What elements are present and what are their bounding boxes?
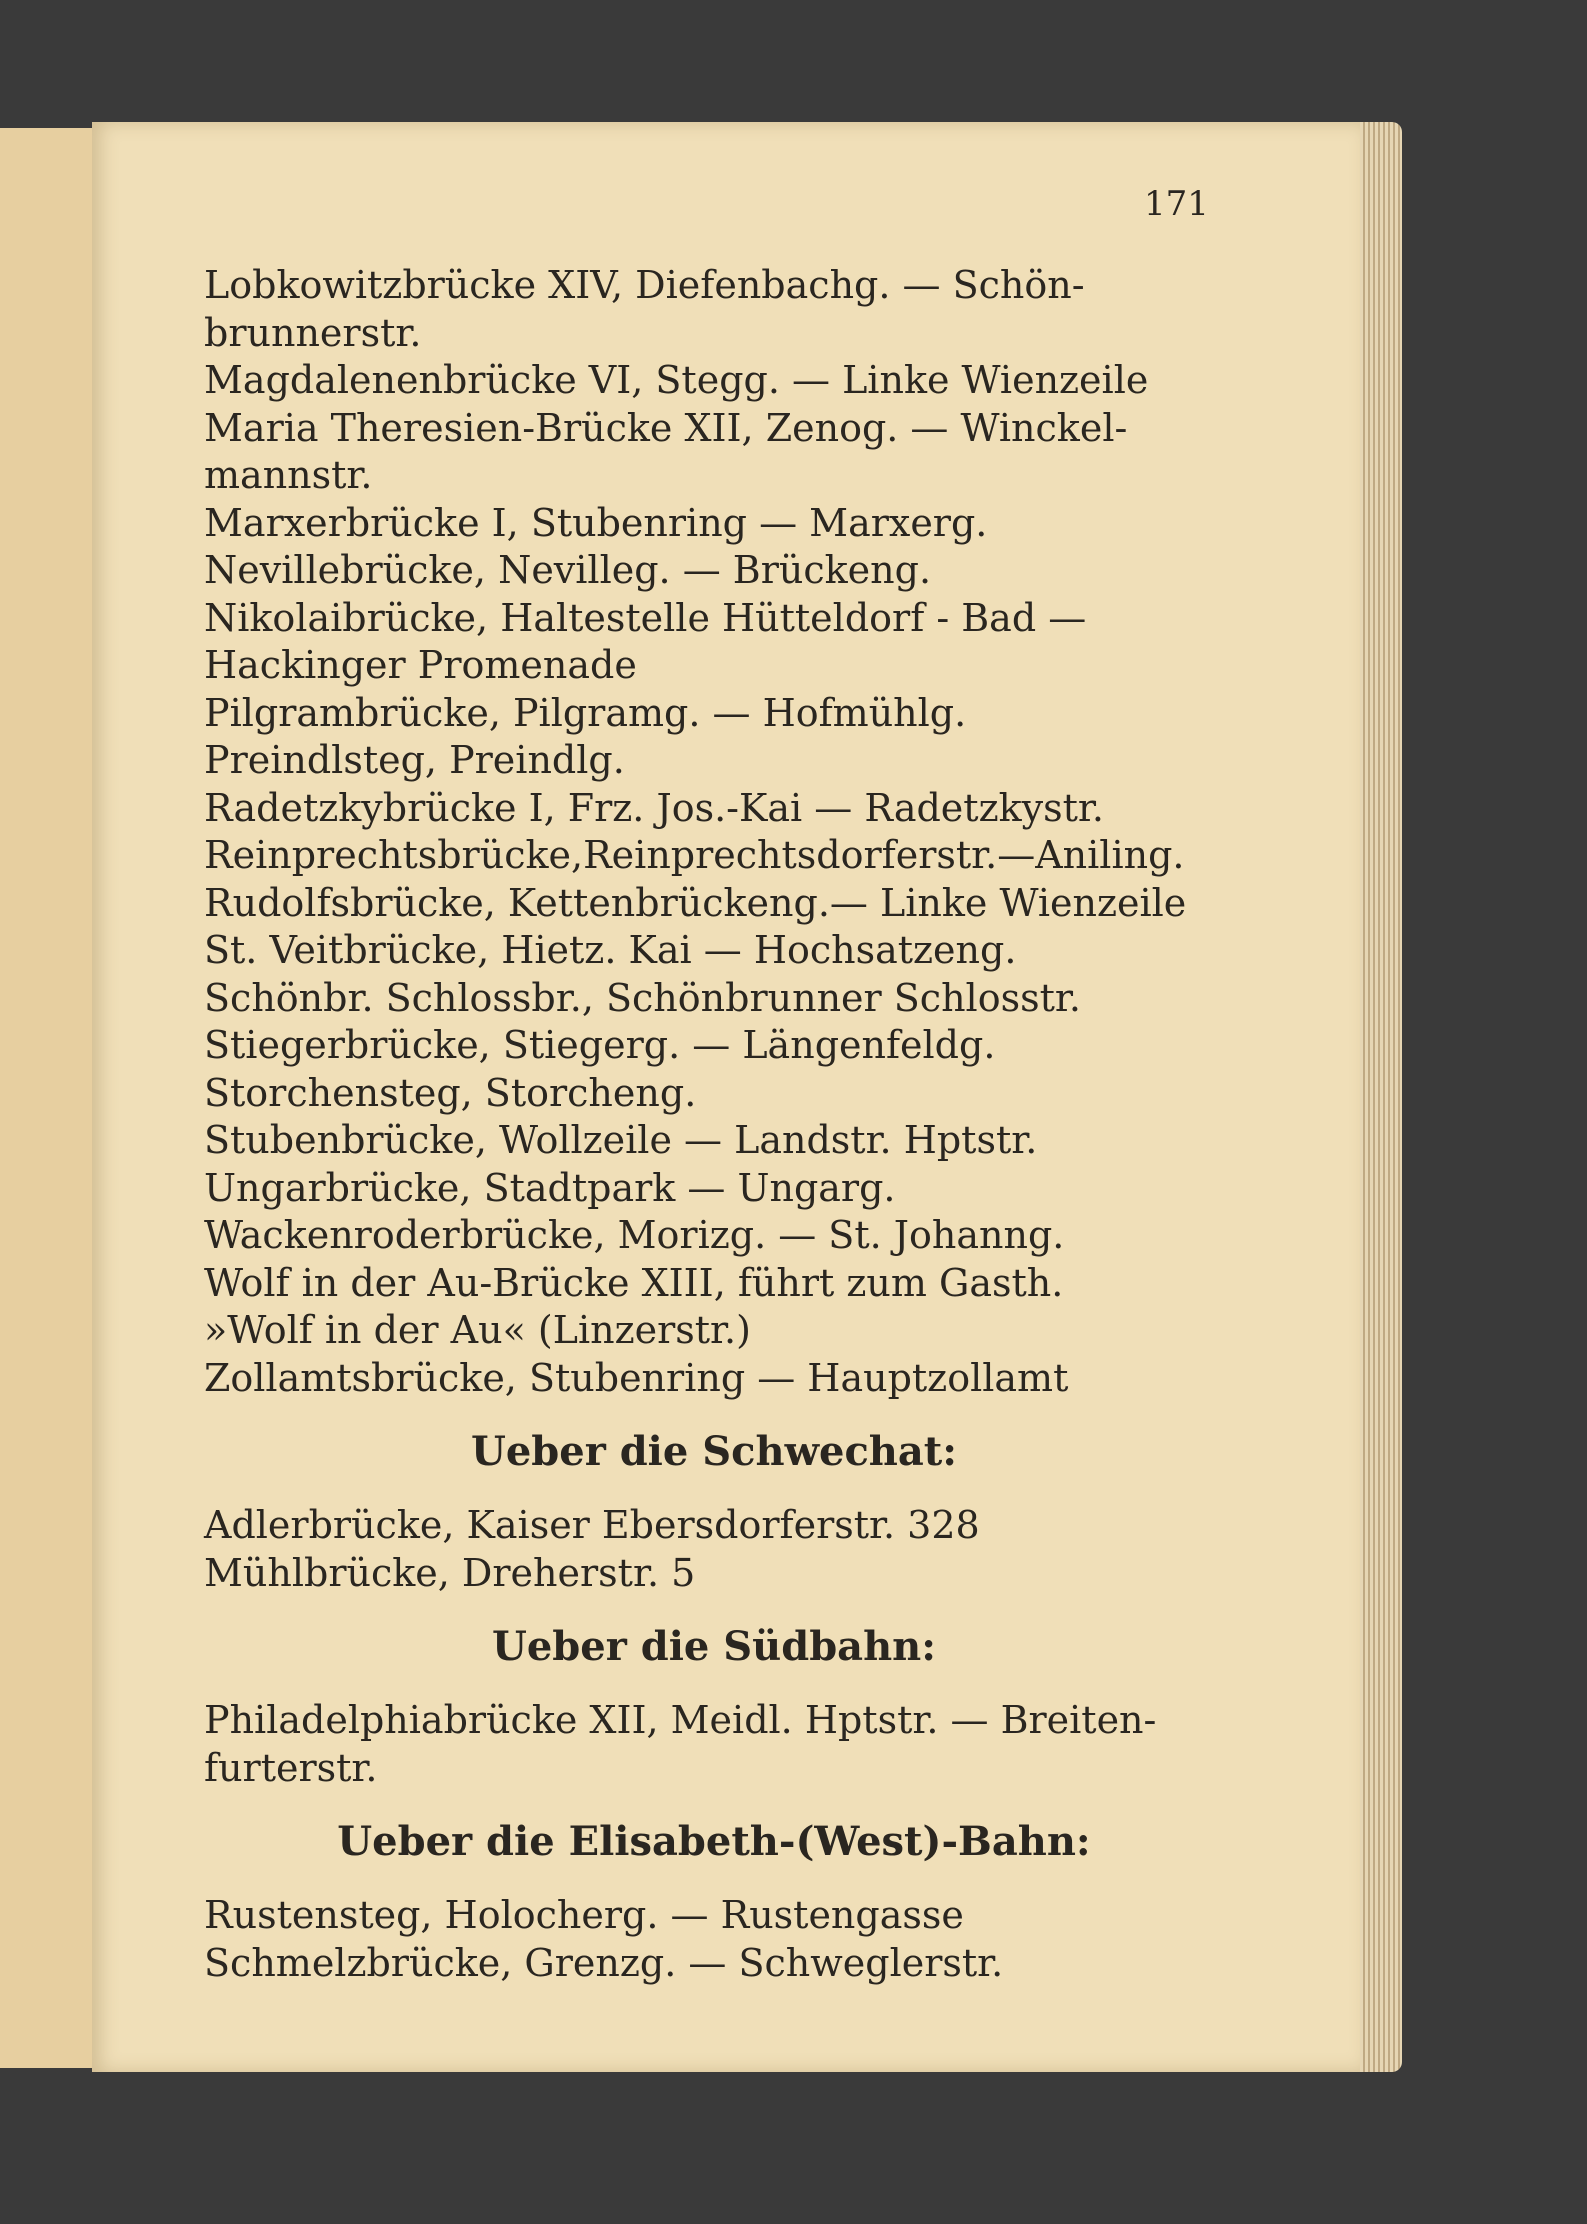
entry-line: Magdalenenbrücke VI, Stegg. — Linke Wienzeile: [204, 358, 1149, 402]
entry-line: Maria Theresien-Brücke XII, Zenog. — Winckel-: [204, 405, 1128, 450]
bridge-entry: [204, 975, 1204, 1023]
heading-schwechat: Ueber die Schwechat:: [470, 1428, 958, 1475]
section-main-list: [204, 262, 1204, 1402]
entry-continuation: Hackinger Promenade: [204, 643, 637, 687]
bridge-entry: [204, 547, 1204, 595]
entry-continuation: furterstr.: [204, 1745, 378, 1790]
bridge-entry: [204, 1940, 1204, 1988]
bridge-entry: [204, 690, 1204, 738]
heading-westbahn: Ueber die Elisabeth-(West)-Bahn:: [337, 1818, 1091, 1865]
entry-line: Pilgrambrücke, Pilgramg. — Hofmühlg.: [204, 690, 967, 735]
bridge-entry: [204, 1502, 1204, 1550]
bridge-entry: [204, 262, 1204, 357]
entry-line: Ungarbrücke, Stadtpark — Ungarg.: [204, 1165, 896, 1210]
entry-continuation: brunnerstr.: [204, 310, 422, 355]
section-suedbahn-list: [204, 1697, 1204, 1792]
bridge-entry: [204, 1892, 1204, 1940]
bridge-entry: [204, 357, 1204, 405]
entry-line: Wackenroderbrücke, Morizg. — St. Johanng.: [204, 1213, 1065, 1257]
entry-line: Nikolaibrücke, Haltestelle Hütteldorf - Bad —: [204, 595, 1087, 640]
entry-line: Stubenbrücke, Wollzeile — Landstr. Hptstr.: [204, 1118, 1038, 1162]
book-page: [92, 122, 1360, 2072]
entry-line: Schmelzbrücke, Grenzg. — Schweglerstr.: [204, 1940, 1004, 1985]
entry-line: Storchensteg, Storcheng.: [204, 1070, 697, 1115]
left-page-edge: [0, 128, 98, 2068]
entry-line: Stiegerbrücke, Stiegerg. — Längenfeldg.: [204, 1023, 996, 1067]
entry-line: Lobkowitzbrücke XIV, Diefenbachg. — Schön-: [204, 263, 1085, 307]
section-westbahn-list: [204, 1892, 1204, 1987]
entry-line: Wolf in der Au-Brücke XIII, führt zum Gasth.: [204, 1260, 1064, 1305]
entry-line: Philadelphiabrücke XII, Meidl. Hptstr. — Breiten-: [204, 1698, 1157, 1742]
bridge-entry: [204, 500, 1204, 548]
page-content: [204, 262, 1204, 1987]
page-number: 171: [1144, 184, 1209, 224]
bridge-entry: [204, 785, 1204, 833]
bridge-entry: [204, 1070, 1204, 1118]
bridge-entry: [204, 1022, 1204, 1070]
section-schwechat-list: [204, 1502, 1204, 1597]
bridge-entry: [204, 405, 1204, 500]
entry-line: Radetzkybrücke I, Frz. Jos.-Kai — Radetzkystr.: [204, 785, 1104, 830]
entry-line: Preindlsteg, Preindlg.: [204, 738, 625, 782]
entry-line: Zollamtsbrücke, Stubenring — Hauptzollamt: [204, 1355, 1069, 1400]
entry-continuation: mannstr.: [204, 453, 373, 497]
entry-line: Reinprechtsbrücke,Reinprechtsdorferstr.—Aniling.: [204, 833, 1185, 877]
bridge-entry: [204, 1697, 1204, 1792]
entry-line: Mühlbrücke, Dreherstr. 5: [204, 1550, 696, 1595]
entry-continuation: »Wolf in der Au« (Linzerstr.): [204, 1308, 751, 1352]
bridge-entry: [204, 1212, 1204, 1260]
bridge-entry: [204, 1117, 1204, 1165]
entry-line: Schönbr. Schlossbr., Schönbrunner Schlosstr.: [204, 975, 1081, 1020]
entry-line: Adlerbrücke, Kaiser Ebersdorferstr. 328: [204, 1503, 980, 1547]
bridge-entry: [204, 595, 1204, 690]
bridge-entry: [204, 1355, 1204, 1403]
entry-line: Rudolfsbrücke, Kettenbrückeng.— Linke Wienzeile: [204, 880, 1187, 925]
bridge-entry: [204, 927, 1204, 975]
bridge-entry: [204, 737, 1204, 785]
bridge-entry: [204, 1550, 1204, 1598]
bridge-entry: [204, 832, 1204, 880]
bridge-entry: [204, 880, 1204, 928]
entry-line: St. Veitbrücke, Hietz. Kai — Hochsatzeng.: [204, 928, 1017, 972]
bridge-entry: [204, 1260, 1204, 1355]
entry-line: Nevillebrücke, Nevilleg. — Brückeng.: [204, 548, 932, 592]
entry-line: Rustensteg, Holocherg. — Rustengasse: [204, 1893, 964, 1937]
heading-suedbahn: Ueber die Südbahn:: [491, 1623, 937, 1670]
bridge-entry: [204, 1165, 1204, 1213]
entry-line: Marxerbrücke I, Stubenring — Marxerg.: [204, 500, 988, 545]
